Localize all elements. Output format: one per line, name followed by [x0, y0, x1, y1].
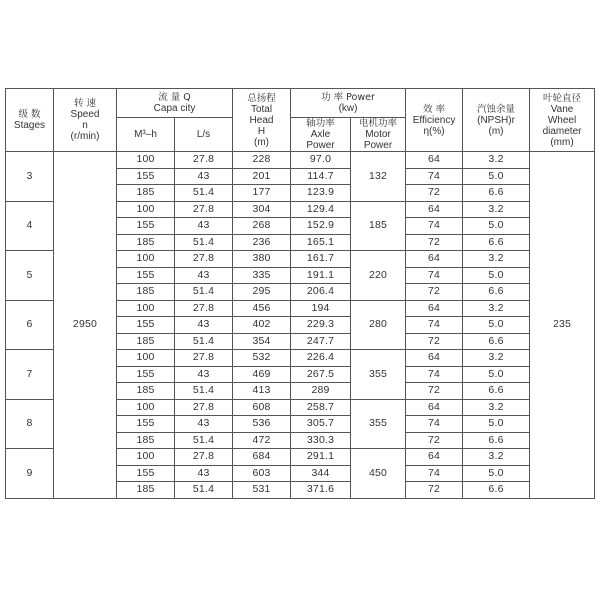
axle-power-cell: 371.6	[291, 482, 351, 499]
table-body	[6, 152, 595, 499]
axle-power-cell: 258.7	[291, 399, 351, 416]
capacity-ls-cell: 27.8	[175, 152, 233, 169]
axle-power-cell: 129.4	[291, 201, 351, 218]
total-head-cell: 603	[233, 465, 291, 482]
capacity-ls-cell: 51.4	[175, 383, 233, 400]
total-head-cell: 295	[233, 284, 291, 301]
header-capacity: 流 量 Q Capa city	[117, 89, 233, 118]
capacity-m3h-cell: 185	[117, 432, 175, 449]
header-capacity-ls: L/s	[175, 118, 233, 152]
efficiency-cell: 74	[406, 218, 463, 235]
capacity-m3h-cell: 185	[117, 284, 175, 301]
capacity-m3h-cell: 155	[117, 267, 175, 284]
efficiency-cell: 72	[406, 333, 463, 350]
total-head-cell: 472	[233, 432, 291, 449]
efficiency-cell: 64	[406, 449, 463, 466]
npsh-cell: 3.2	[463, 449, 530, 466]
capacity-m3h-cell: 185	[117, 234, 175, 251]
axle-power-cell: 247.7	[291, 333, 351, 350]
capacity-ls-cell: 43	[175, 366, 233, 383]
motor-power-cell: 220	[351, 251, 406, 301]
stage-cell: 8	[6, 399, 54, 449]
npsh-cell: 6.6	[463, 482, 530, 499]
header-npsh: 汽蚀余量 (NPSH)r (m)	[463, 89, 530, 152]
npsh-cell: 3.2	[463, 201, 530, 218]
efficiency-cell: 64	[406, 300, 463, 317]
npsh-cell: 5.0	[463, 267, 530, 284]
npsh-cell: 6.6	[463, 333, 530, 350]
stage-cell: 6	[6, 300, 54, 350]
capacity-ls-cell: 43	[175, 267, 233, 284]
efficiency-cell: 64	[406, 251, 463, 268]
total-head-cell: 532	[233, 350, 291, 367]
capacity-ls-cell: 43	[175, 416, 233, 433]
npsh-cell: 6.6	[463, 383, 530, 400]
speed-cell: 2950	[54, 152, 117, 499]
efficiency-cell: 72	[406, 234, 463, 251]
total-head-cell: 531	[233, 482, 291, 499]
efficiency-cell: 74	[406, 168, 463, 185]
axle-power-cell: 330.3	[291, 432, 351, 449]
total-head-cell: 228	[233, 152, 291, 169]
capacity-m3h-cell: 155	[117, 168, 175, 185]
capacity-ls-cell: 27.8	[175, 201, 233, 218]
total-head-cell: 684	[233, 449, 291, 466]
capacity-ls-cell: 51.4	[175, 185, 233, 202]
npsh-cell: 5.0	[463, 168, 530, 185]
pump-performance-table	[5, 88, 595, 499]
capacity-m3h-cell: 100	[117, 152, 175, 169]
capacity-m3h-cell: 185	[117, 482, 175, 499]
header-axle-power: 轴功率 Axle Power	[291, 118, 351, 152]
efficiency-cell: 64	[406, 350, 463, 367]
capacity-ls-cell: 27.8	[175, 449, 233, 466]
header-motor-power: 电机功率 Motor Power	[351, 118, 406, 152]
total-head-cell: 236	[233, 234, 291, 251]
capacity-m3h-cell: 155	[117, 317, 175, 334]
capacity-ls-cell: 27.8	[175, 399, 233, 416]
axle-power-cell: 161.7	[291, 251, 351, 268]
header-stages: 级 数 Stages	[6, 89, 54, 152]
header-speed: 转 速 Speed n (r/min)	[54, 89, 117, 152]
motor-power-cell: 132	[351, 152, 406, 202]
capacity-m3h-cell: 100	[117, 300, 175, 317]
npsh-cell: 3.2	[463, 251, 530, 268]
capacity-m3h-cell: 185	[117, 185, 175, 202]
total-head-cell: 536	[233, 416, 291, 433]
header-power: 功 率 Power (kw)	[291, 89, 406, 118]
capacity-ls-cell: 27.8	[175, 300, 233, 317]
npsh-cell: 3.2	[463, 399, 530, 416]
capacity-m3h-cell: 185	[117, 333, 175, 350]
efficiency-cell: 64	[406, 201, 463, 218]
stage-cell: 5	[6, 251, 54, 301]
total-head-cell: 304	[233, 201, 291, 218]
npsh-cell: 6.6	[463, 284, 530, 301]
stage-cell: 9	[6, 449, 54, 499]
axle-power-cell: 344	[291, 465, 351, 482]
efficiency-cell: 72	[406, 185, 463, 202]
total-head-cell: 268	[233, 218, 291, 235]
header-efficiency: 效 率 Efficiency η(%)	[406, 89, 463, 152]
total-head-cell: 201	[233, 168, 291, 185]
capacity-m3h-cell: 100	[117, 350, 175, 367]
capacity-m3h-cell: 155	[117, 366, 175, 383]
vane-diameter-cell: 235	[530, 152, 595, 499]
table-row	[6, 152, 595, 169]
axle-power-cell: 267.5	[291, 366, 351, 383]
total-head-cell: 354	[233, 333, 291, 350]
capacity-ls-cell: 27.8	[175, 251, 233, 268]
axle-power-cell: 114.7	[291, 168, 351, 185]
capacity-ls-cell: 43	[175, 168, 233, 185]
header-vane-wheel-diameter: 叶轮直径 Vane Wheel diameter (mm)	[530, 89, 595, 152]
efficiency-cell: 74	[406, 366, 463, 383]
total-head-cell: 402	[233, 317, 291, 334]
capacity-m3h-cell: 155	[117, 416, 175, 433]
axle-power-cell: 229.3	[291, 317, 351, 334]
npsh-cell: 5.0	[463, 465, 530, 482]
stage-cell: 4	[6, 201, 54, 251]
capacity-m3h-cell: 185	[117, 383, 175, 400]
capacity-m3h-cell: 155	[117, 218, 175, 235]
capacity-ls-cell: 43	[175, 218, 233, 235]
npsh-cell: 6.6	[463, 432, 530, 449]
efficiency-cell: 74	[406, 465, 463, 482]
axle-power-cell: 152.9	[291, 218, 351, 235]
capacity-m3h-cell: 100	[117, 449, 175, 466]
total-head-cell: 177	[233, 185, 291, 202]
npsh-cell: 5.0	[463, 366, 530, 383]
capacity-m3h-cell: 100	[117, 201, 175, 218]
axle-power-cell: 206.4	[291, 284, 351, 301]
total-head-cell: 469	[233, 366, 291, 383]
capacity-ls-cell: 51.4	[175, 333, 233, 350]
npsh-cell: 3.2	[463, 350, 530, 367]
npsh-cell: 3.2	[463, 152, 530, 169]
axle-power-cell: 97.0	[291, 152, 351, 169]
stage-cell: 7	[6, 350, 54, 400]
efficiency-cell: 64	[406, 399, 463, 416]
stage-cell: 3	[6, 152, 54, 202]
capacity-m3h-cell: 100	[117, 251, 175, 268]
motor-power-cell: 355	[351, 350, 406, 400]
npsh-cell: 6.6	[463, 234, 530, 251]
performance-table-sheet	[5, 88, 595, 499]
total-head-cell: 456	[233, 300, 291, 317]
capacity-ls-cell: 43	[175, 317, 233, 334]
header-total-head: 总扬程 Total Head H (m)	[233, 89, 291, 152]
capacity-ls-cell: 51.4	[175, 234, 233, 251]
capacity-m3h-cell: 100	[117, 399, 175, 416]
total-head-cell: 413	[233, 383, 291, 400]
total-head-cell: 380	[233, 251, 291, 268]
efficiency-cell: 64	[406, 152, 463, 169]
axle-power-cell: 194	[291, 300, 351, 317]
axle-power-cell: 191.1	[291, 267, 351, 284]
axle-power-cell: 289	[291, 383, 351, 400]
total-head-cell: 335	[233, 267, 291, 284]
npsh-cell: 3.2	[463, 300, 530, 317]
axle-power-cell: 123.9	[291, 185, 351, 202]
motor-power-cell: 280	[351, 300, 406, 350]
header-capacity-m3h: M³–h	[117, 118, 175, 152]
axle-power-cell: 291.1	[291, 449, 351, 466]
efficiency-cell: 74	[406, 317, 463, 334]
capacity-ls-cell: 51.4	[175, 482, 233, 499]
total-head-cell: 608	[233, 399, 291, 416]
efficiency-cell: 74	[406, 267, 463, 284]
capacity-ls-cell: 43	[175, 465, 233, 482]
npsh-cell: 5.0	[463, 218, 530, 235]
efficiency-cell: 72	[406, 482, 463, 499]
motor-power-cell: 185	[351, 201, 406, 251]
capacity-m3h-cell: 155	[117, 465, 175, 482]
motor-power-cell: 450	[351, 449, 406, 499]
npsh-cell: 5.0	[463, 317, 530, 334]
efficiency-cell: 72	[406, 284, 463, 301]
capacity-ls-cell: 51.4	[175, 284, 233, 301]
efficiency-cell: 74	[406, 416, 463, 433]
capacity-ls-cell: 51.4	[175, 432, 233, 449]
capacity-ls-cell: 27.8	[175, 350, 233, 367]
npsh-cell: 6.6	[463, 185, 530, 202]
axle-power-cell: 305.7	[291, 416, 351, 433]
efficiency-cell: 72	[406, 432, 463, 449]
motor-power-cell: 355	[351, 399, 406, 449]
efficiency-cell: 72	[406, 383, 463, 400]
axle-power-cell: 165.1	[291, 234, 351, 251]
axle-power-cell: 226.4	[291, 350, 351, 367]
npsh-cell: 5.0	[463, 416, 530, 433]
